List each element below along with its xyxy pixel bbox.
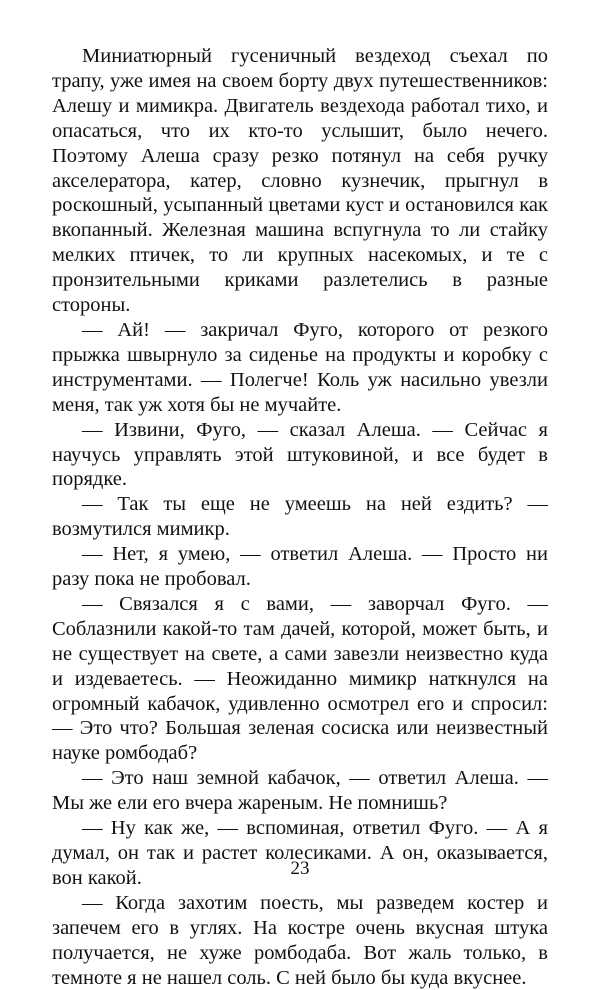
paragraph-8: — Ну как же, — вспоминая, ответил Фуго. — А я думал, он так и растет колесиками. А он, оказывается, вон какой. xyxy=(52,817,548,889)
page-number: 23 xyxy=(290,858,310,879)
paragraph-9: — Когда захотим поесть, мы разведем костер и запечем его в углях. На костре очень вкусная штука получается, не хуже ромбодаба. Вот жаль только, в темноте я не нашел соль. С ней было бы куда вкуснее. xyxy=(52,891,548,989)
paragraph-5: — Нет, я умею, — ответил Алеша. — Просто ни разу пока не пробовал. xyxy=(52,543,548,591)
paragraph-7: — Это наш земной кабачок, — ответил Алеша. — Мы же ели его вчера жареным. Не помнишь? xyxy=(52,767,548,815)
paragraph-2: — Ай! — закричал Фуго, которого от резкого прыжка швырнуло за сиденье на продукты и коробку с инструментами. — Полегче! Коль уж насильно увезли меня, так уж хотя бы не мучайте. xyxy=(52,318,548,416)
paragraph-3: — Извини, Фуго, — сказал Алеша. — Сейчас я научусь управлять этой штуковиной, и все будет в порядке. xyxy=(52,418,548,491)
page-body xyxy=(52,44,548,990)
paragraph-1: Миниатюрный гусеничный вездеход съехал по трапу, уже имея на своем борту двух путешественников: Алешу и мимикра. Двигатель вездехода работал тихо, и опасаться, что их кто-то услышит, было нечего. Поэтому Алеша сразу резко потянул на себя ручку акселератора, катер, словно кузнечик, прыгнул в роскошный, усыпанный цветами куст и остановился как вкопанный. Железная машина вспугнула то ли стайку мелких птичек, то ли крупных насекомых, и те с пронзительными криками разлетелись в разные стороны. xyxy=(52,45,548,317)
paragraph-6: — Связался я с вами, — заворчал Фуго. — Соблазнили какой-то там дачей, которой, может быть, и не существует на свете, а сами завезли неизвестно куда и издеваетесь. — Неожиданно мимикр наткнулся на огромный кабачок, удивленно осмотрел его и спросил: — Это что? Большая зеленая сосиска или неизвестный науке ромбодаб? xyxy=(52,592,548,765)
paragraph-4: — Так ты еще не умеешь на ней ездить? — возмутился мимикр. xyxy=(52,493,548,541)
